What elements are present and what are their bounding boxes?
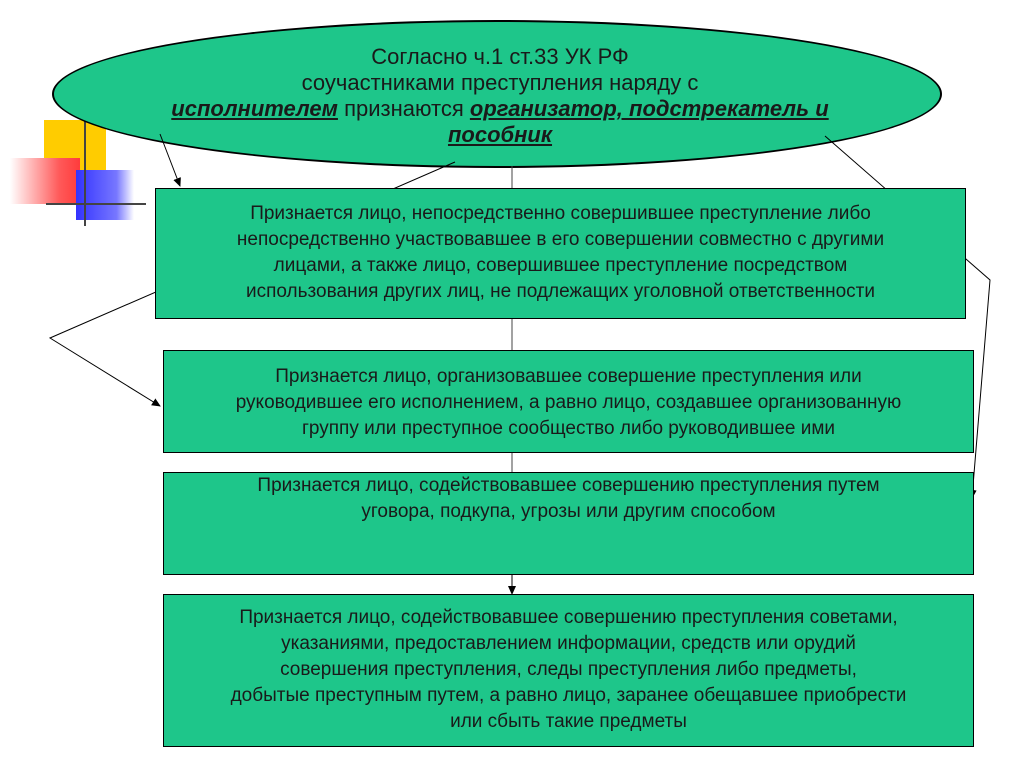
box2-line: группу или преступное сообщество либо руководившее ими	[301, 418, 836, 439]
box3-line: Признается лицо, содействовавшее совершению преступления путем	[257, 475, 880, 496]
header-line-2: соучастниками преступления наряду с	[301, 70, 699, 95]
box4-line: совершения преступления, следы преступления либо предметы,	[280, 659, 857, 680]
executor-term: исполнителем	[171, 96, 338, 121]
header-line-1: Согласно ч.1 ст.33 УК РФ	[371, 44, 629, 69]
box4-line: указаниями, предоставлением информации, средств или орудий	[281, 633, 856, 654]
box4-line: добытые преступным путем, а равно лицо, заранее обещавшее приобрести	[230, 685, 907, 706]
accomplice-term: пособник	[447, 122, 553, 147]
box1-line: использования других лиц, не подлежащих уголовной ответственности	[246, 281, 875, 302]
box4-line: или сбыть такие предметы	[450, 711, 687, 732]
box-executor	[155, 188, 966, 319]
box1-line: лицами, а также лицо, совершившее преступление посредством	[273, 255, 848, 276]
box4-line: Признается лицо, содействовавшее совершению преступления советами,	[239, 607, 898, 628]
roles-term: организатор, подстрекатель и	[469, 96, 829, 121]
recognized-word: признаются	[344, 96, 464, 121]
box-instigator	[163, 472, 974, 575]
box2-line: Признается лицо, организовавшее совершение преступления или	[275, 366, 862, 387]
box-organizer	[163, 350, 974, 453]
box1-line: непосредственно участвовавшее в его совершении совместно с другими	[236, 229, 885, 250]
arrow-executor-to-box1	[160, 134, 180, 186]
box2-line: руководившее его исполнением, а равно лицо, создавшее организованную	[235, 392, 902, 413]
box-accomplice	[163, 594, 974, 747]
box3-line: уговора, подкупа, угрозы или другим способом	[361, 501, 776, 522]
box1-line: Признается лицо, непосредственно совершившее преступление либо	[250, 203, 871, 224]
